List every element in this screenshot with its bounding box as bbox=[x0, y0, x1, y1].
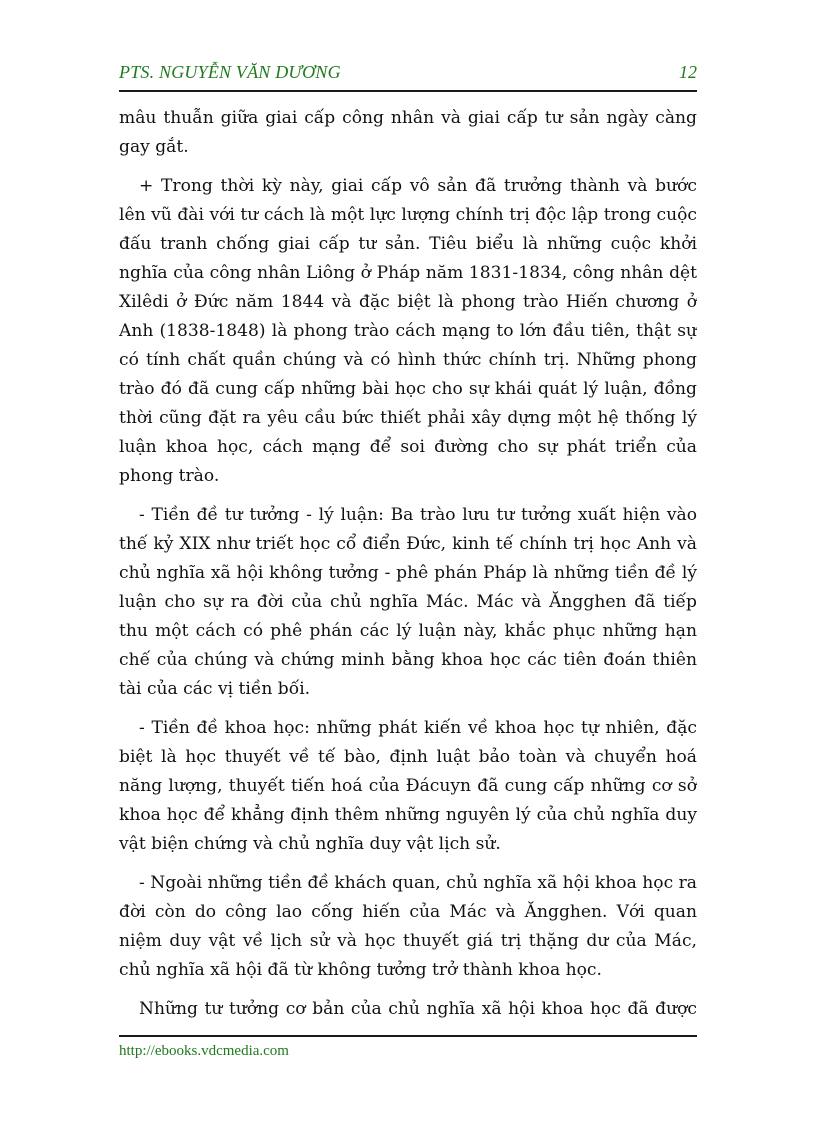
paragraph-1: mâu thuẫn giữa giai cấp công nhân và giai cấp tư sản ngày càng gay gắt. bbox=[119, 108, 697, 157]
page-body bbox=[119, 104, 697, 1024]
footer-url[interactable]: http://ebooks.vdcmedia.com bbox=[119, 1043, 289, 1059]
page-header bbox=[119, 62, 697, 88]
page-number: 12 bbox=[679, 62, 697, 82]
footer-divider bbox=[119, 1035, 697, 1037]
paragraph-3: - Tiền đề tư tưởng - lý luận: Ba trào lưu tư tưởng xuất hiện vào thế kỷ XIX như triết học cổ điển Đức, kinh tế chính trị học Anh và chủ nghĩa xã hội không tưởng - phê phán Pháp là những tiền đề lý luận cho sự ra đời của chủ nghĩa Mác. Mác và Ăngghen đã tiếp thu một cách có phê phán các lý luận này, khắc phục những hạn chế của chúng và chứng minh bằng khoa học các tiên đoán thiên tài của các vị tiền bối. bbox=[119, 505, 697, 699]
paragraph-5: - Ngoài những tiền đề khách quan, chủ nghĩa xã hội khoa học ra đời còn do công lao cống hiến của Mác và Ăngghen. Với quan niệm duy vật về lịch sử và học thuyết giá trị thặng dư của Mác, chủ nghĩa xã hội đã từ không tưởng trở thành khoa học. bbox=[119, 873, 697, 980]
header-divider bbox=[119, 90, 697, 92]
paragraph-2: + Trong thời kỳ này, giai cấp vô sản đã trưởng thành và bước lên vũ đài với tư cách là một lực lượng chính trị độc lập trong cuộc đấu tranh chống giai cấp tư sản. Tiêu biểu là những cuộc khởi nghĩa của công nhân Liông ở Pháp năm 1831-1834, công nhân dệt Xilêdi ở Đức năm 1844 và đặc biệt là phong trào Hiến chương ở Anh (1838-1848) là phong trào cách mạng to lớn đầu tiên, thật sự có tính chất quần chúng và có hình thức chính trị. Những phong trào đó đã cung cấp những bài học cho sự khái quát lý luận, đồng thời cũng đặt ra yêu cầu bức thiết phải xây dựng một hệ thống lý luận khoa học, cách mạng để soi đường cho sự phát triển của phong trào. bbox=[119, 176, 697, 486]
header-author: PTS. NGUYỄN VĂN DƯƠNG bbox=[119, 62, 341, 82]
paragraph-6: Những tư tưởng cơ bản của chủ nghĩa xã hội khoa học đã được bbox=[139, 999, 697, 1019]
paragraph-4: - Tiền đề khoa học: những phát kiến về khoa học tự nhiên, đặc biệt là học thuyết về tế bào, định luật bảo toàn và chuyển hoá năng lượng, thuyết tiến hoá của Đácuyn đã cung cấp những cơ sở khoa học để khẳng định thêm những nguyên lý của chủ nghĩa duy vật biện chứng và chủ nghĩa duy vật lịch sử. bbox=[119, 718, 697, 854]
